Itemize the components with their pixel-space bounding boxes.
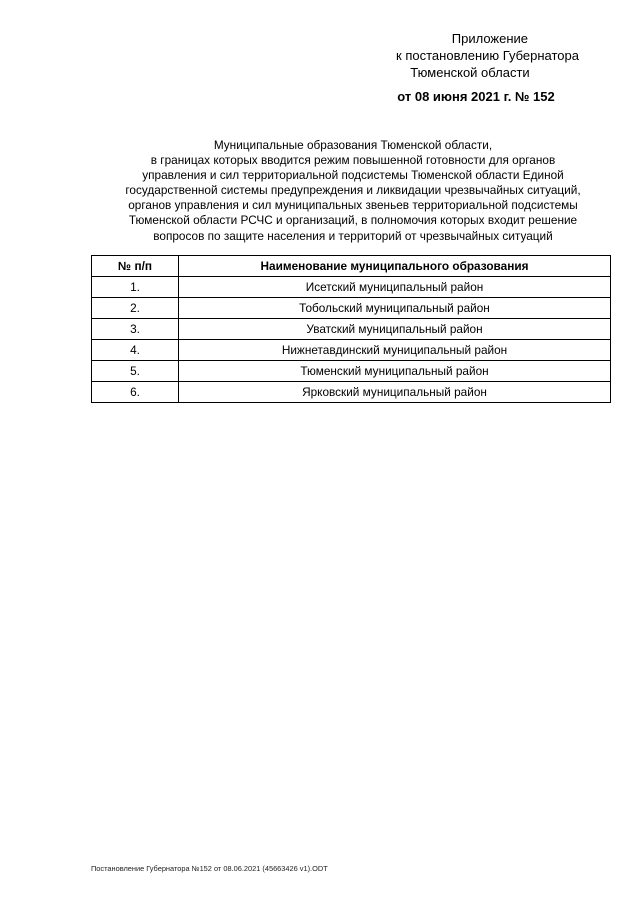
row-number: 6. — [92, 382, 179, 403]
table-row — [92, 277, 611, 298]
districts-table — [91, 255, 611, 403]
table-row — [92, 382, 611, 403]
document-intro — [78, 138, 628, 244]
appendix-header — [360, 30, 580, 105]
table-row — [92, 298, 611, 319]
row-number: 5. — [92, 361, 179, 382]
row-number: 1. — [92, 277, 179, 298]
intro-line: Тюменской области РСЧС и организаций, в полномочия которых входит решение — [128, 213, 578, 228]
column-header-name: Наименование муниципального образования — [179, 256, 611, 277]
district-name: Уватский муниципальный район — [179, 319, 611, 340]
table-row — [92, 340, 611, 361]
intro-line: государственной системы предупреждения и ликвидации чрезвычайных ситуаций, — [125, 183, 581, 198]
district-name: Исетский муниципальный район — [179, 277, 611, 298]
row-number: 4. — [92, 340, 179, 361]
intro-line: органов управления и сил муниципальных звеньев территориальной подсистемы — [128, 198, 578, 213]
appendix-title: Приложение — [451, 31, 528, 46]
row-number: 3. — [92, 319, 179, 340]
intro-line: вопросов по защите населения и территорий от чрезвычайных ситуаций — [153, 228, 553, 243]
table-row — [92, 361, 611, 382]
intro-line: управления и сил территориальной подсистемы Тюменской области Единой — [142, 168, 564, 183]
table-row — [92, 319, 611, 340]
district-name: Тюменский муниципальный район — [179, 361, 611, 382]
document-footer: Постановление Губернатора №152 от 08.06.2021 (45663426 v1).ODT — [91, 864, 328, 873]
column-header-number: № п/п — [92, 256, 179, 277]
appendix-reference-line-1: к постановлению Губернатора — [396, 48, 579, 63]
decree-date-number: от 08 июня 2021 г. № 152 — [397, 89, 555, 104]
intro-line: в границах которых вводится режим повышенной готовности для органов — [150, 153, 556, 168]
district-name: Нижнетавдинский муниципальный район — [179, 340, 611, 361]
intro-line: Муниципальные образования Тюменской области, — [213, 138, 493, 152]
row-number: 2. — [92, 298, 179, 319]
table-header-row — [92, 256, 611, 277]
district-name: Ярковский муниципальный район — [179, 382, 611, 403]
appendix-reference-line-2: Тюменской области — [410, 65, 530, 80]
district-name: Тобольский муниципальный район — [179, 298, 611, 319]
